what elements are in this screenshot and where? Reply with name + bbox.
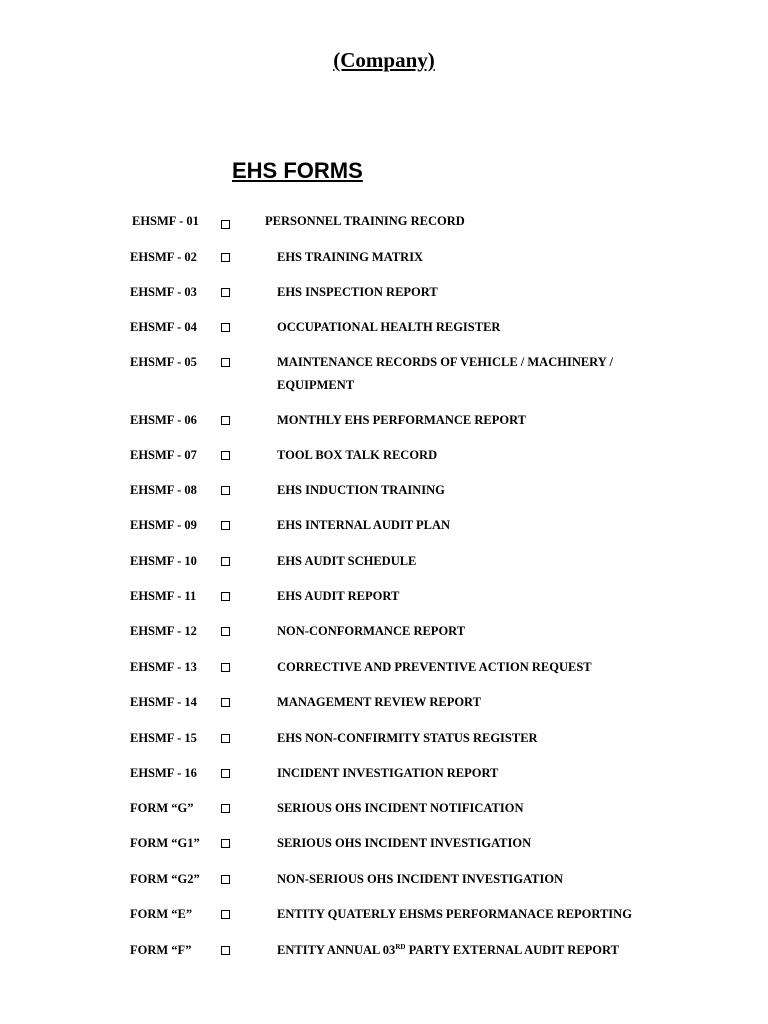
- form-code: FORM “F”: [130, 943, 192, 957]
- form-code: EHSMF - 13: [130, 660, 197, 674]
- form-code: EHSMF - 14: [130, 695, 197, 709]
- checkbox-icon[interactable]: [221, 663, 230, 672]
- form-label: MAINTENANCE RECORDS OF VEHICLE / MACHINERY / EQUIPMENT: [277, 355, 613, 392]
- checkbox-icon[interactable]: [221, 288, 230, 297]
- form-label: NON-SERIOUS OHS INCIDENT INVESTIGATION: [277, 872, 564, 886]
- form-code: EHSMF - 16: [130, 766, 197, 780]
- form-code: EHSMF - 01: [132, 214, 199, 228]
- checkbox-icon[interactable]: [221, 521, 230, 530]
- form-code: EHSMF - 08: [130, 483, 197, 497]
- form-code: EHSMF - 15: [130, 731, 197, 745]
- checkbox-icon[interactable]: [221, 698, 230, 707]
- form-code: EHSMF - 11: [130, 589, 197, 603]
- checkbox-icon[interactable]: [221, 220, 230, 229]
- form-code: EHSMF - 09: [130, 518, 197, 532]
- form-code: FORM “G”: [130, 801, 194, 815]
- form-label: PERSONNEL TRAINING RECORD: [265, 214, 465, 228]
- form-label-part: ENTITY ANNUAL 03: [277, 943, 396, 957]
- checkbox-icon[interactable]: [221, 734, 230, 743]
- form-code: EHSMF - 04: [130, 320, 197, 334]
- form-label: MANAGEMENT REVIEW REPORT: [277, 695, 481, 709]
- checkbox-icon[interactable]: [221, 486, 230, 495]
- form-label: OCCUPATIONAL HEALTH REGISTER: [277, 320, 501, 334]
- form-label: [277, 939, 637, 962]
- form-label: INCIDENT INVESTIGATION REPORT: [277, 766, 499, 780]
- page-title: EHS FORMS: [232, 158, 363, 183]
- checkbox-icon[interactable]: [221, 416, 230, 425]
- form-label: EHS INSPECTION REPORT: [277, 285, 438, 299]
- form-code: FORM “G1”: [130, 836, 200, 850]
- form-code: EHSMF - 02: [130, 250, 197, 264]
- form-code: FORM “G2”: [130, 872, 200, 886]
- checkbox-icon[interactable]: [221, 253, 230, 262]
- form-label: ENTITY QUATERLY EHSMS PERFORMANACE REPORTING: [277, 907, 632, 921]
- checkbox-icon[interactable]: [221, 875, 230, 884]
- checkbox-icon[interactable]: [221, 910, 230, 919]
- form-label: EHS AUDIT REPORT: [277, 589, 400, 603]
- checkbox-icon[interactable]: [221, 627, 230, 636]
- form-code: EHSMF - 05: [130, 355, 197, 369]
- form-label: CORRECTIVE AND PREVENTIVE ACTION REQUEST: [277, 660, 592, 674]
- checkbox-icon[interactable]: [221, 557, 230, 566]
- form-code: EHSMF - 03: [130, 285, 197, 299]
- checkbox-icon[interactable]: [221, 323, 230, 332]
- form-label: MONTHLY EHS PERFORMANCE REPORT: [277, 413, 526, 427]
- form-label-part: PARTY EXTERNAL AUDIT REPORT: [405, 943, 619, 957]
- form-code: EHSMF - 10: [130, 554, 197, 568]
- form-label: EHS TRAINING MATRIX: [277, 250, 424, 264]
- checkbox-icon[interactable]: [221, 451, 230, 460]
- form-label: TOOL BOX TALK RECORD: [277, 448, 438, 462]
- checkbox-icon[interactable]: [221, 804, 230, 813]
- form-label: SERIOUS OHS INCIDENT INVESTIGATION: [277, 836, 532, 850]
- form-label: SERIOUS OHS INCIDENT NOTIFICATION: [277, 801, 524, 815]
- form-label: EHS NON-CONFIRMITY STATUS REGISTER: [277, 731, 538, 745]
- checkbox-icon[interactable]: [221, 592, 230, 601]
- company-heading: (Company): [333, 48, 435, 72]
- form-label: NON-CONFORMANCE REPORT: [277, 624, 466, 638]
- form-code: EHSMF - 12: [130, 624, 197, 638]
- form-label: EHS INDUCTION TRAINING: [277, 483, 445, 497]
- form-label: EHS AUDIT SCHEDULE: [277, 554, 417, 568]
- form-label-superscript: RD: [395, 942, 406, 951]
- form-code: EHSMF - 06: [130, 413, 197, 427]
- checkbox-icon[interactable]: [221, 358, 230, 367]
- checkbox-icon[interactable]: [221, 946, 230, 955]
- form-code: FORM “E”: [130, 907, 193, 921]
- checkbox-icon[interactable]: [221, 839, 230, 848]
- form-code: EHSMF - 07: [130, 448, 197, 462]
- form-label: EHS INTERNAL AUDIT PLAN: [277, 518, 451, 532]
- checkbox-icon[interactable]: [221, 769, 230, 778]
